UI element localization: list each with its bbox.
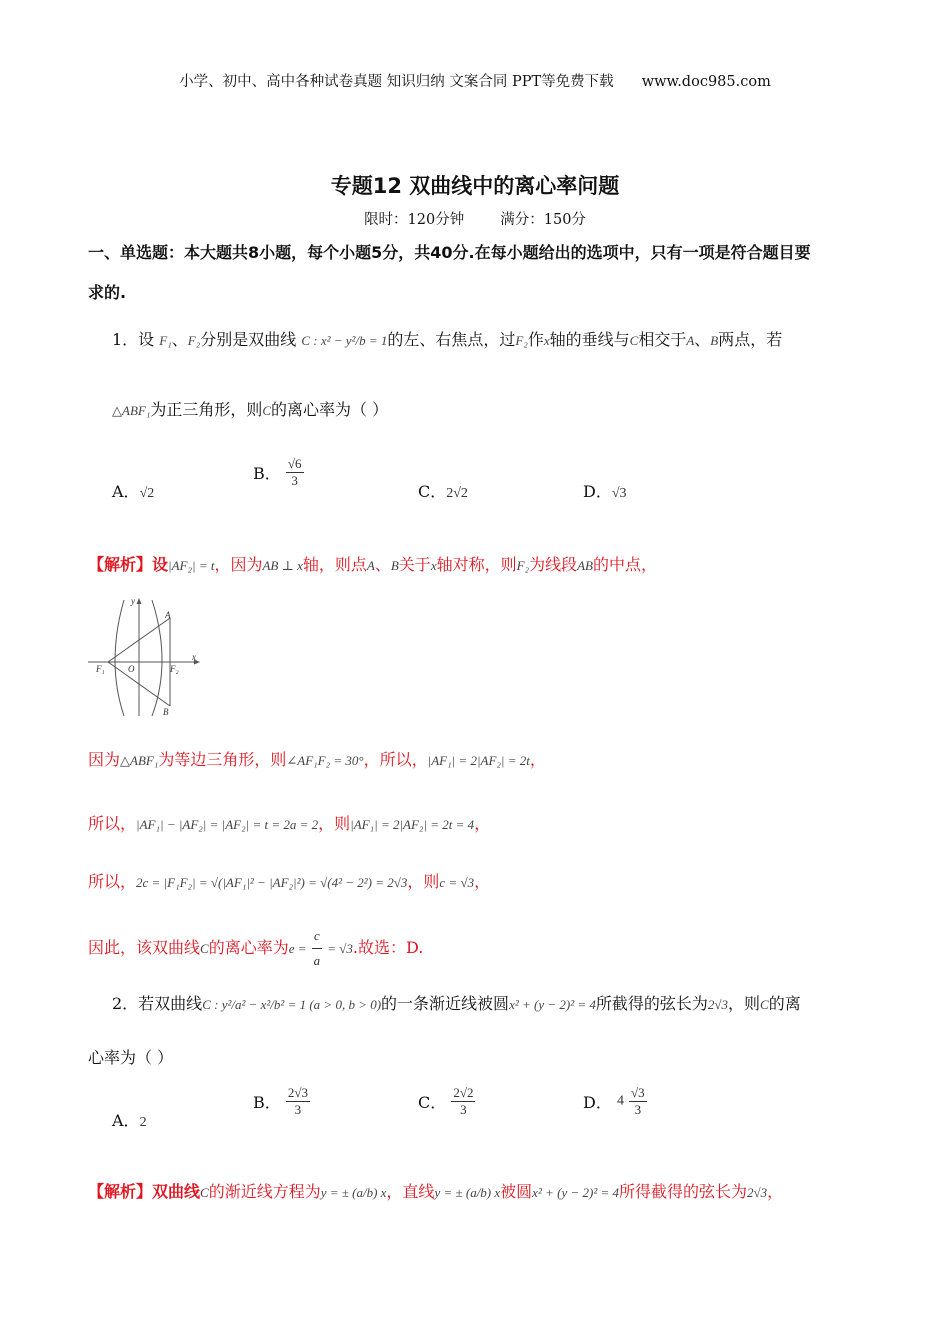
option-label: A． — [112, 1111, 140, 1130]
analysis-text: 轴对称，则 — [436, 555, 517, 574]
analysis-math: |AF₂| = t — [168, 558, 215, 573]
question-1-line1 — [112, 328, 782, 353]
q1-text: 轴的垂线与 — [549, 330, 630, 349]
label-f2: F₂ — [170, 664, 179, 674]
question-1-line2 — [112, 398, 388, 423]
analysis-math: x — [430, 558, 437, 573]
header-text: 小学、初中、高中各种试卷真题 知识归纳 文案合同 PPT等免费下载 — [179, 74, 614, 90]
analysis-text: 所以， — [88, 814, 137, 833]
analysis-1-line1 — [88, 553, 657, 578]
q1-math-c: C — [262, 403, 272, 418]
frac-den: 3 — [460, 1102, 467, 1117]
analysis-math: y = ± (a/b) x — [320, 1185, 387, 1200]
analysis-1-line2 — [88, 748, 546, 773]
analysis-text: 为线段 — [529, 555, 578, 574]
analysis-text: 因为 — [88, 750, 121, 769]
analysis-text: ，所以， — [363, 750, 428, 769]
analysis-math: 2√3 — [747, 1185, 768, 1200]
q1-option-a[interactable] — [112, 479, 154, 502]
q2-math-circle: x² + (y − 2)² = 4 — [509, 997, 596, 1012]
frac-num: 2√3 — [287, 1085, 308, 1100]
q1-math-f2: F₂ — [515, 333, 528, 348]
q1-text: 1．设 — [112, 330, 155, 349]
q1-option-b[interactable] — [253, 456, 304, 489]
option-value: 2 — [139, 1115, 147, 1130]
q2-math-curve: C : y²/a² − x²/b² = 1 (a > 0, b > 0) — [202, 997, 382, 1012]
q2-math-c: C — [760, 997, 769, 1012]
option-label: C． — [418, 1093, 447, 1112]
analysis-text: 所以， — [88, 872, 137, 891]
hyperbola-figure — [88, 596, 203, 718]
analysis-math: B — [390, 558, 399, 573]
analysis-math: e = — [288, 941, 307, 956]
label-a: A — [165, 610, 171, 620]
analysis-text: 【解析】双曲线 — [88, 1182, 201, 1201]
label-f1: F₁ — [96, 664, 105, 674]
analysis-text: 【解析】设 — [88, 555, 169, 574]
analysis-math: c = √3 — [439, 875, 475, 890]
q1-math-curve: C : x² − y²/b = 1 — [301, 333, 388, 348]
analysis-math: C — [200, 941, 209, 956]
q1-math-f2: F₂ — [187, 333, 201, 348]
analysis-math: y = ± (a/b) x — [434, 1185, 501, 1200]
q1-text: 为正三角形，则 — [150, 400, 263, 419]
q2-text: 所截得的弦长为 — [595, 994, 708, 1013]
analysis-math: |AF₁| = 2|AF₂| = 2t — [427, 753, 530, 768]
analysis-text: ， — [474, 814, 491, 833]
analysis-text: 、 — [374, 555, 391, 574]
frac-den: a — [313, 953, 321, 968]
analysis-fraction — [312, 924, 323, 973]
analysis-text: ， — [474, 872, 491, 891]
analysis-text: ，直线 — [386, 1182, 435, 1201]
analysis-math: △ABF₁ — [120, 753, 159, 768]
q1-text: 、 — [694, 330, 711, 349]
frac-den: 3 — [291, 473, 298, 488]
frac-num: √6 — [287, 456, 302, 471]
analysis-math: |AF₁| = 2|AF₂| = 2t = 4 — [350, 817, 475, 832]
page-title: 专题12 双曲线中的离心率问题 — [330, 174, 620, 198]
option-label: B． — [253, 1093, 281, 1112]
q1-text: 两点，若 — [718, 330, 783, 349]
label-o: O — [128, 664, 135, 674]
question-2-line2: 心率为（ ） — [88, 1048, 174, 1067]
analysis-math: AB ⊥ x — [262, 558, 303, 573]
q2-option-d[interactable] — [583, 1085, 647, 1118]
section-heading-line2: 求的. — [88, 283, 127, 302]
analysis-math: 2c = |F₁F₂| = √(|AF₁|² − |AF₂|²) = √(4² − 2²) = 2√3 — [136, 875, 408, 890]
right-branch — [152, 600, 162, 716]
q1-text: 作 — [527, 330, 544, 349]
q2-option-b[interactable] — [253, 1085, 310, 1118]
q1-option-c[interactable] — [418, 479, 468, 502]
option-fraction — [451, 1085, 475, 1118]
option-fraction — [629, 1085, 647, 1118]
analysis-text: 轴，则点 — [302, 555, 367, 574]
analysis-math: C — [200, 1185, 209, 1200]
analysis-text: 的渐近线方程为 — [208, 1182, 321, 1201]
label-b: B — [163, 707, 169, 717]
q1-text: 的离心率为（ ） — [271, 400, 389, 419]
analysis-text: 被圆 — [500, 1182, 533, 1201]
analysis-text: 因此，该双曲线 — [88, 938, 201, 957]
option-fraction — [286, 1085, 310, 1118]
q1-math-f1: F₁ — [159, 333, 172, 348]
q2-text: 的离 — [768, 994, 801, 1013]
frac-den: 3 — [634, 1102, 642, 1117]
label-x: x — [192, 652, 196, 662]
q1-text: 、 — [171, 330, 188, 349]
q1-math-a: A — [686, 333, 695, 348]
frac-num: √3 — [631, 1085, 645, 1100]
analysis-math: ∠AF₁F₂ = 30° — [286, 753, 364, 768]
q2-text: ，则 — [728, 994, 761, 1013]
option-label: D． — [583, 482, 612, 501]
analysis-math: AB — [577, 558, 593, 573]
analysis-text: ，则 — [318, 814, 351, 833]
q2-text: 2．若双曲线 — [112, 994, 203, 1013]
frac-den: 3 — [294, 1102, 302, 1117]
q2-option-c[interactable] — [418, 1085, 475, 1118]
site-header — [0, 70, 950, 91]
analysis-math: A — [366, 558, 375, 573]
analysis-text: 的中点， — [592, 555, 657, 574]
q2-option-a[interactable] — [112, 1108, 147, 1131]
score-limit: 满分：150分 — [500, 212, 586, 228]
option-label: C． — [418, 482, 447, 501]
analysis-2-line1 — [88, 1180, 783, 1205]
time-score-limit — [0, 208, 950, 229]
analysis-math: F₂ — [516, 558, 530, 573]
analysis-math: |AF₁| − |AF₂| = |AF₂| = t = 2a = 2 — [136, 817, 319, 832]
option-label: B． — [253, 464, 281, 483]
analysis-text: 关于 — [398, 555, 431, 574]
q1-option-d[interactable] — [583, 479, 627, 502]
analysis-text: ，因为 — [214, 555, 263, 574]
analysis-1-line5 — [88, 924, 423, 973]
q1-text: 相交于 — [638, 330, 687, 349]
section-heading-line1: 一、单选题：本大题共8小题，每个小题5分，共40分.在每小题给出的选项中，只有一项是符合题目要 — [88, 243, 811, 262]
option-value: 2√2 — [446, 486, 468, 501]
y-axis-arrow — [137, 598, 142, 604]
analysis-1-line3 — [88, 812, 490, 837]
analysis-text: ，则 — [407, 872, 440, 891]
option-label: A． — [112, 482, 140, 501]
q1-text: 分别是双曲线 — [200, 330, 297, 349]
question-2-line1 — [112, 992, 801, 1017]
analysis-text: ， — [767, 1182, 784, 1201]
analysis-math: x² + (y − 2)² = 4 — [532, 1185, 619, 1200]
option-fraction — [286, 456, 304, 489]
analysis-text: .故选：D. — [352, 938, 424, 957]
q1-text: 的左、右焦点，过 — [387, 330, 516, 349]
q2-math-length: 2√3 — [707, 997, 729, 1012]
option-value: √3 — [611, 486, 627, 501]
q1-math-x: x — [543, 333, 550, 348]
q2-text: 的一条渐近线被圆 — [381, 994, 510, 1013]
option-coefficient: 4 — [616, 1093, 624, 1109]
analysis-1-line4 — [88, 870, 490, 895]
time-limit: 限时：120分钟 — [364, 212, 465, 228]
q1-math-c: C — [629, 333, 639, 348]
analysis-text: ， — [529, 750, 546, 769]
q1-math-b: B — [710, 333, 719, 348]
option-label: D． — [583, 1093, 612, 1112]
q1-math-triangle: △ABF₁ — [112, 403, 151, 418]
header-url[interactable]: www.doc985.com — [641, 74, 771, 90]
analysis-text: 为等边三角形，则 — [158, 750, 287, 769]
analysis-text: 的离心率为 — [208, 938, 289, 957]
frac-num: 2√2 — [453, 1085, 474, 1100]
analysis-text: 所得截得的弦长为 — [618, 1182, 747, 1201]
analysis-math: = √3 — [327, 941, 353, 956]
left-branch — [115, 600, 124, 716]
label-y: y — [131, 596, 135, 606]
frac-num: c — [312, 924, 323, 949]
option-value: √2 — [139, 486, 155, 501]
